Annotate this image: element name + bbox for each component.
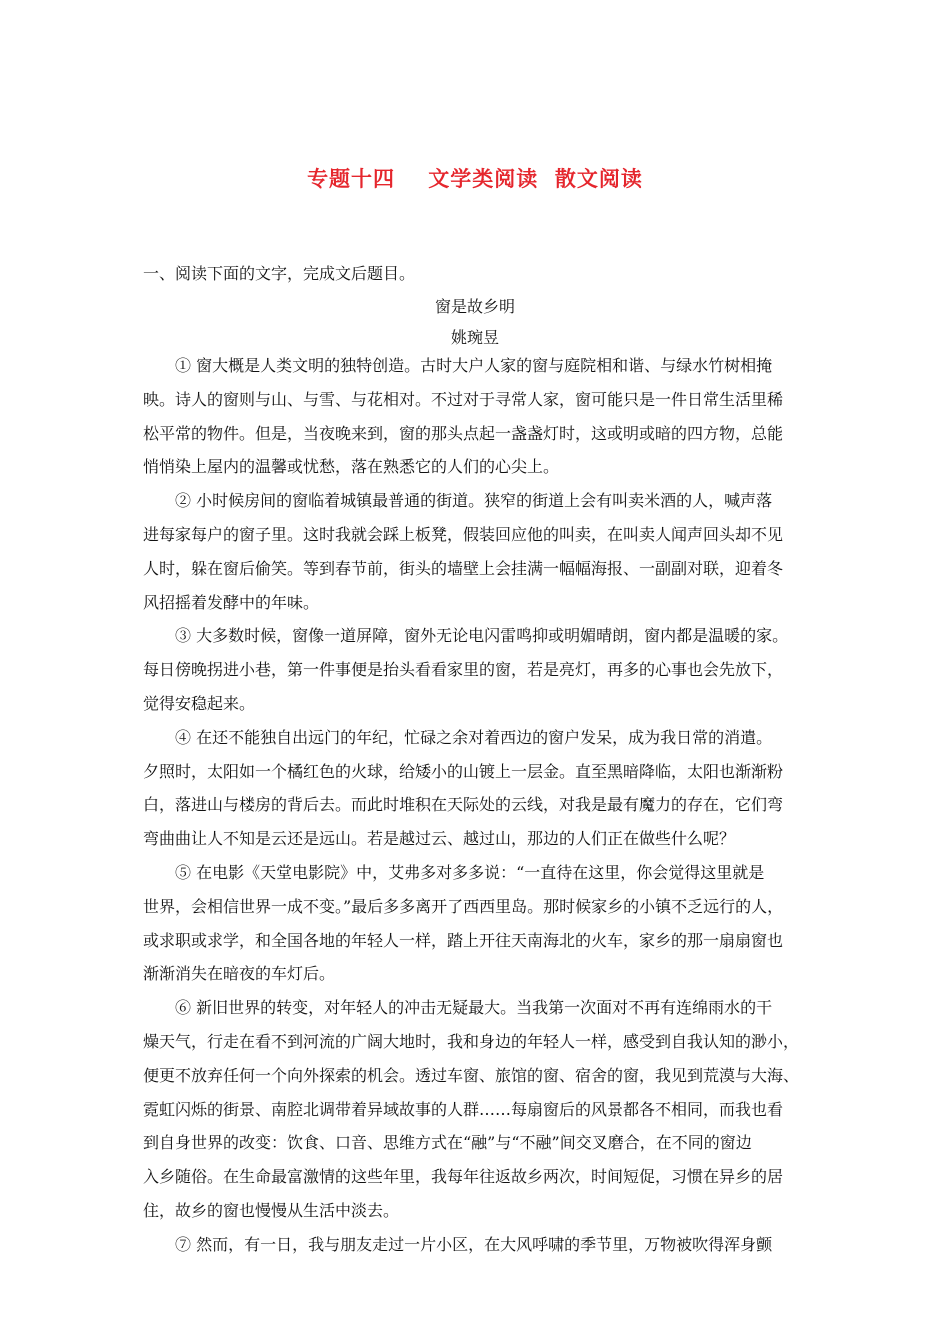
paragraph-line: ③ 大多数时候，窗像一道屏障，窗外无论电闪雷鸣抑或明媚晴朗，窗内都是温暖的家。 xyxy=(175,626,789,646)
paragraph-line: 霓虹闪烁的街景、南腔北调带着异域故事的人群……每扇窗后的风景都各不相同，而我也看 xyxy=(143,1099,784,1119)
essay-paragraph xyxy=(143,991,813,1228)
paragraph-line: 入乡随俗。在生命最富激情的这些年里，我每年往返故乡两次，时间短促，习惯在异乡的居 xyxy=(143,1167,784,1187)
essay-paragraph xyxy=(143,349,813,484)
essay-paragraph xyxy=(143,856,813,991)
essay-author: 姚琬昱 xyxy=(450,328,499,347)
paragraph-line: 进每家每户的窗子里。这时我就会踩上板凳，假装回应他的叫卖，在叫卖人闻声回头却不见 xyxy=(143,524,784,544)
paragraph-line: 到自身世界的改变：饮食、口音、思维方式在“融”与“不融”间交叉磨合，在不同的窗边 xyxy=(143,1133,752,1153)
paragraph-line: 人时，躲在窗后偷笑。等到春节前，街头的墙壁上会挂满一幅幅海报、一副副对联，迎着冬 xyxy=(143,558,784,578)
paragraph-line: 世界，会相信世界一成不变。”最后多多离开了西西里岛。那时候家乡的小镇不乏远行的人， xyxy=(143,896,784,916)
paragraph-line: 松平常的物件。但是，当夜晚来到，窗的那头点起一盏盏灯时，这或明或暗的四方物，总能 xyxy=(143,423,784,443)
paragraph-line: 白，落进山与楼房的背后去。而此时堆积在天际处的云线，对我是最有魔力的存在，它们弯 xyxy=(143,795,784,815)
paragraph-line: 每日傍晚拐进小巷，第一件事便是抬头看看家里的窗，若是亮灯，再多的心事也会先放下， xyxy=(143,660,784,680)
paragraph-line: 悄悄染上屋内的温馨或忧愁，落在熟悉它的人们的心尖上。 xyxy=(143,457,560,477)
paragraph-line: 或求职或求学，和全国各地的年轻人一样，踏上开往天南海北的火车，家乡的那一扇扇窗也 xyxy=(143,930,784,950)
paragraph-line: 渐渐消失在暗夜的车灯后。 xyxy=(143,964,336,984)
reading-instruction: 一、阅读下面的文字，完成文后题目。 xyxy=(143,264,416,283)
essay-body xyxy=(143,349,813,1262)
essay-paragraph xyxy=(143,721,813,856)
paragraph-line: ① 窗大概是人类文明的独特创造。古时大户人家的窗与庭院相和谐、与绿水竹树相掩 xyxy=(175,356,773,375)
document-title: 专题十四 文学类阅读 散文阅读 xyxy=(307,166,643,191)
paragraph-line: ⑦ 然而，有一日，我与朋友走过一片小区，在大风呼啸的季节里，万物被吹得浑身颤 xyxy=(175,1234,773,1254)
paragraph-line: 燥天气，行走在看不到河流的广阔大地时，我和身边的年轻人一样，感受到自我认知的渺小， xyxy=(143,1031,800,1051)
paragraph-line: 映。诗人的窗则与山、与雪、与花相对。不过对于寻常人家，窗可能只是一件日常生活里稀 xyxy=(143,389,784,409)
paragraph-line: 弯曲曲让人不知是云还是远山。若是越过云、越过山，那边的人们正在做些什么呢？ xyxy=(143,829,736,849)
paragraph-line: 风招摇着发酵中的年味。 xyxy=(143,592,320,612)
paragraph-line: ④ 在还不能独自出远门的年纪，忙碌之余对着西边的窗户发呆，成为我日常的消遣。 xyxy=(175,727,773,747)
paragraph-line: 夕照时，太阳如一个橘红色的火球，给矮小的山镀上一层金。直至黑暗降临，太阳也渐渐粉 xyxy=(143,761,784,781)
essay-paragraph xyxy=(143,484,813,619)
essay-title: 窗是故乡明 xyxy=(434,297,515,316)
paragraph-line: 觉得安稳起来。 xyxy=(143,693,256,713)
essay-paragraph xyxy=(143,1228,813,1262)
paragraph-line: ② 小时候房间的窗临着城镇最普通的街道。狭窄的街道上会有叫卖米酒的人，喊声落 xyxy=(175,491,773,511)
paragraph-line: 便更不放弃任何一个向外探索的机会。透过车窗、旅馆的窗、宿舍的窗，我见到荒漠与大海、 xyxy=(143,1065,800,1085)
paragraph-line: ⑥ 新旧世界的转变，对年轻人的冲击无疑最大。当我第一次面对不再有连绵雨水的干 xyxy=(175,998,773,1018)
paragraph-line: 住，故乡的窗也慢慢从生活中淡去。 xyxy=(143,1200,400,1220)
essay-paragraph xyxy=(143,619,813,720)
paragraph-line: ⑤ 在电影《天堂电影院》中，艾弗多对多多说：“一直待在这里，你会觉得这里就是 xyxy=(175,862,765,882)
